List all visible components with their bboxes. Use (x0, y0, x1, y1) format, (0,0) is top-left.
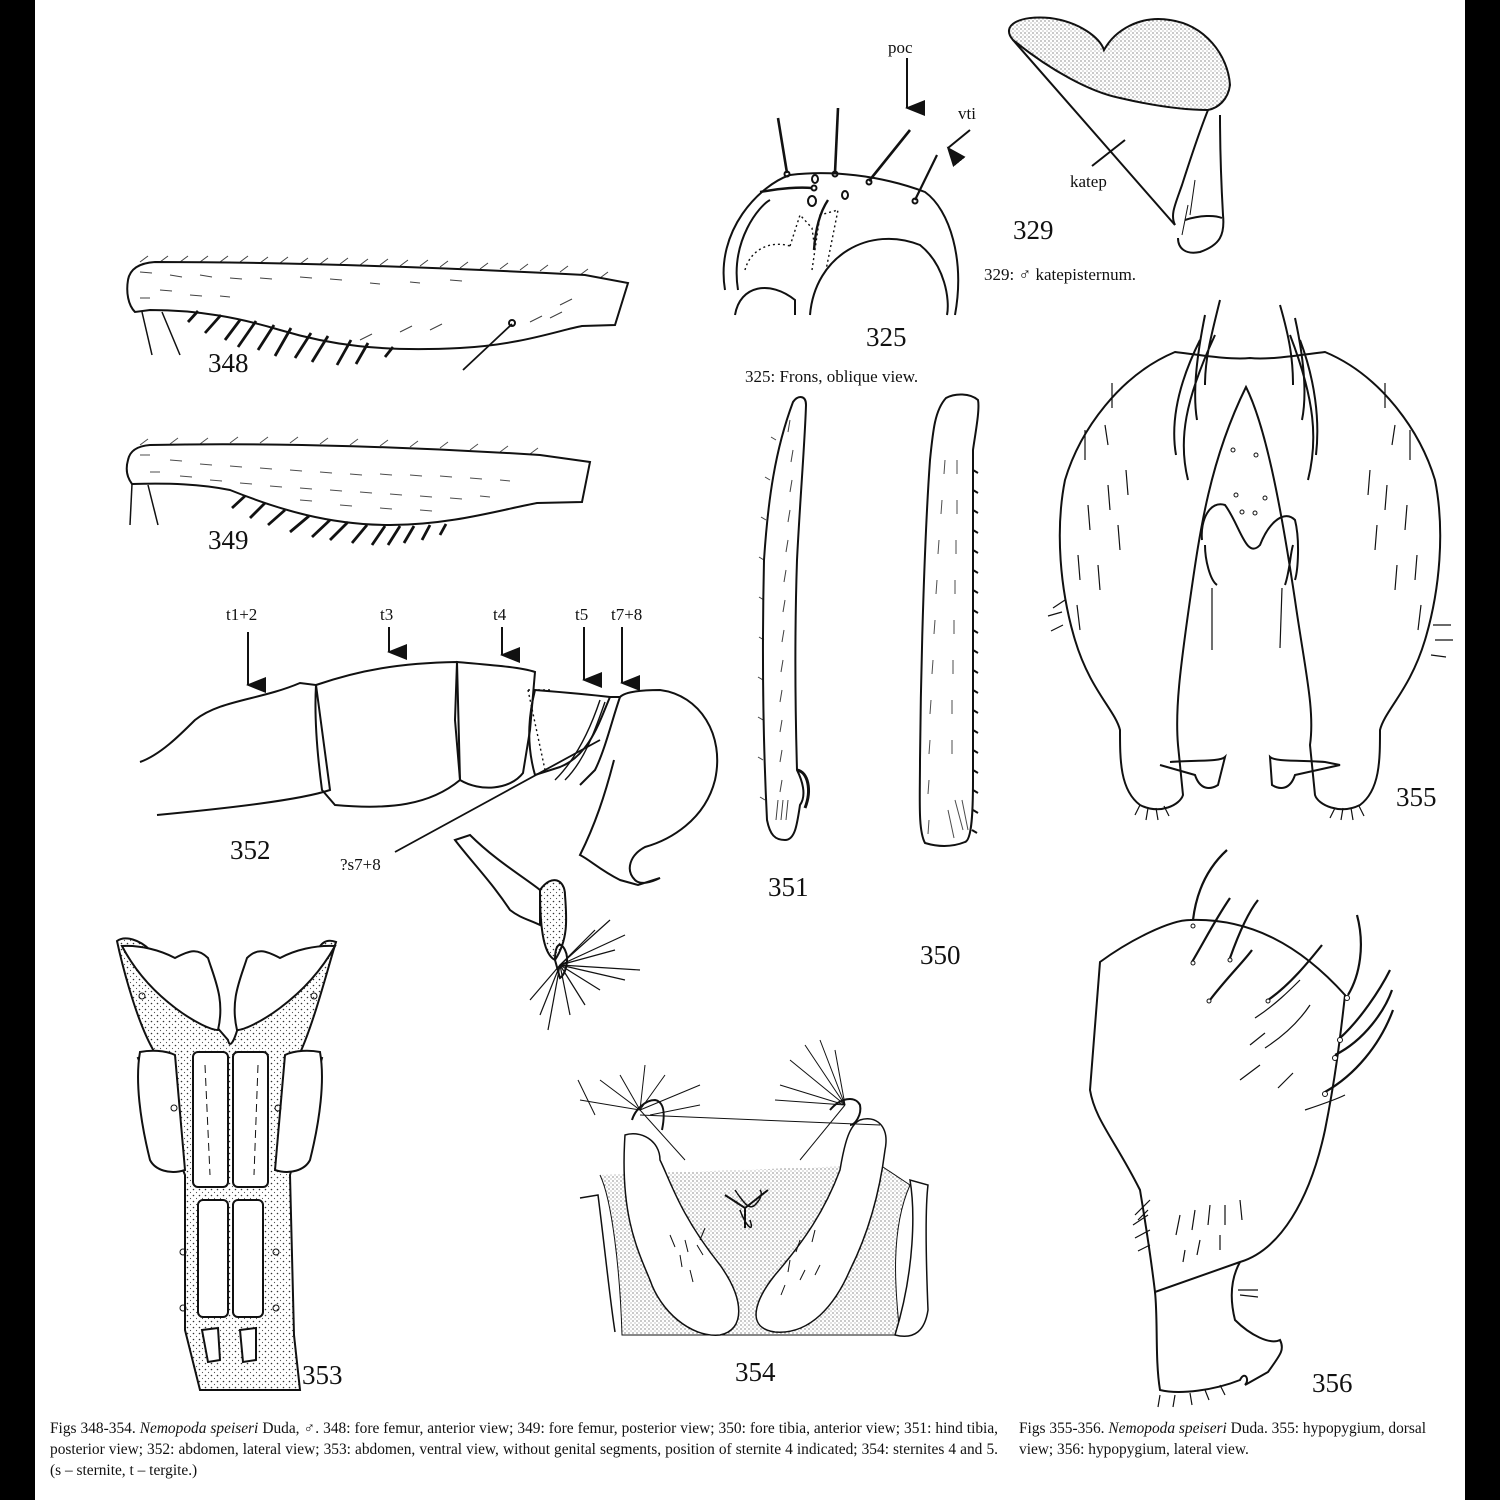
caption-figs-355-356 (1019, 1418, 1464, 1460)
label-t3: t3 (380, 605, 394, 624)
caption-329 (984, 265, 1136, 285)
figure-number-355: 355 (1396, 782, 1437, 812)
label-katep: katep (1070, 172, 1107, 191)
caption-329-prefix: 329: (984, 265, 1015, 284)
caption-lead: Figs 348-354. (50, 1420, 136, 1437)
species-name: Nemopoda speiseri (139, 1420, 259, 1437)
figure-number-329: 329 (1013, 215, 1054, 245)
caption-lead: Figs 355-356. (1019, 1420, 1105, 1437)
caption-325: 325: Frons, oblique view. (745, 367, 919, 386)
figure-number-350: 350 (920, 940, 961, 970)
figure-353-abdomen-ventral (117, 938, 336, 1390)
figure-number-352: 352 (230, 835, 271, 865)
caption-body: Duda. 355: hypopygium, dorsal view; 356: hypopygium, lateral view. (1019, 1420, 1427, 1458)
male-symbol: ♂ (1018, 265, 1032, 284)
label-t4: t4 (493, 605, 507, 624)
figure-325-frons (724, 58, 970, 315)
label-poc: poc (888, 38, 913, 57)
caption-figs-348-354 (50, 1418, 998, 1481)
figure-number-354: 354 (735, 1357, 776, 1387)
label-t7-8: t7+8 (611, 605, 643, 624)
figure-number-353: 353 (302, 1360, 343, 1390)
figure-348-fore-femur-anterior (127, 256, 628, 370)
figure-352-abdomen-lateral (140, 627, 717, 1030)
figure-350-fore-tibia (920, 394, 979, 845)
figure-number-325: 325 (866, 322, 907, 352)
label-t1-2: t1+2 (226, 605, 258, 624)
label-vti: vti (958, 104, 976, 123)
figure-number-351: 351 (768, 872, 809, 902)
label-t5: t5 (575, 605, 589, 624)
label-s7-8: ?s7+8 (340, 855, 381, 874)
figure-number-356: 356 (1312, 1368, 1353, 1398)
caption-329-text: katepisternum. (1035, 265, 1137, 284)
figure-351-hind-tibia (758, 397, 808, 840)
figure-356-hypopygium-lateral (1090, 850, 1393, 1407)
caption-body: Duda, ♂. 348: fore femur, anterior view; 349: fore femur, posterior view; 350: fore tibia, anterior view; 351: hind tibia, posterior view; 352: abdomen, lateral view; 353: abdomen, ventral view, without genital segments, position of sternite 4 indicated; 354: sternites 4 and 5. (s – sternite, t – tergite.) (50, 1420, 998, 1479)
species-name: Nemopoda speiseri (1108, 1420, 1227, 1437)
figure-number-348: 348 (208, 348, 249, 378)
figure-354-sternites (578, 1040, 928, 1336)
figure-355-hypopygium-dorsal (1048, 300, 1453, 820)
figure-349-fore-femur-posterior (127, 437, 590, 545)
figure-number-349: 349 (208, 525, 249, 555)
